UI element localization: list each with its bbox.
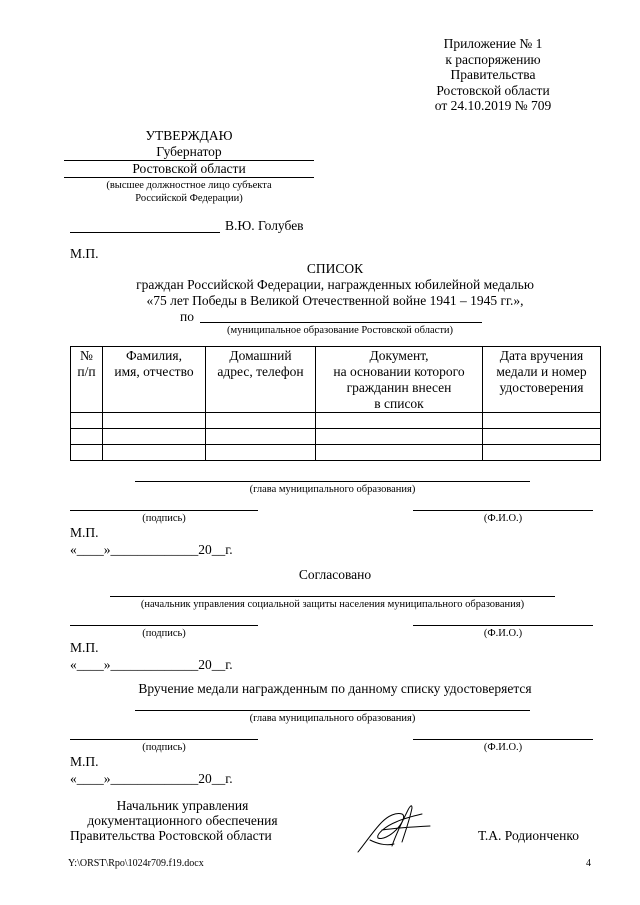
certify-role-line (135, 710, 530, 711)
head-role-hint: (глава муниципального образования) (249, 484, 416, 495)
approve-hint-1: (высшее должностное лицо субъекта (106, 180, 272, 191)
governor-name: В.Ю. Голубев (225, 218, 304, 233)
agreed-role-hint: (начальник управления социальной защиты населения муниципального образования) (140, 599, 525, 610)
appendix-line: Ростовской области (436, 82, 550, 98)
governor-signature-line (70, 232, 220, 233)
agreed-stamp: М.П. (70, 640, 99, 655)
appendix-block (418, 36, 568, 114)
table-cell (483, 413, 601, 429)
head-signature-hint: (подпись) (142, 513, 186, 524)
certify-fio-line (413, 739, 593, 740)
approve-title: УТВЕРЖДАЮ (145, 128, 233, 143)
head-fio-hint: (Ф.И.О.) (483, 513, 523, 524)
certify-signature-line (70, 739, 258, 740)
table-cell (103, 413, 206, 429)
table-cell (316, 413, 483, 429)
chief-line-1: Начальник управления (116, 798, 249, 813)
certify-signature-hint: (подпись) (142, 742, 186, 753)
agreed-fio-line (413, 625, 593, 626)
certify-role-hint: (глава муниципального образования) (249, 713, 416, 724)
agreed-title: Согласовано (298, 567, 372, 582)
col-date-header: Дата вручения медали и номер удостоверения (483, 347, 601, 413)
table-cell (103, 445, 206, 461)
head-fio-line (413, 510, 593, 511)
col-name-header: Фамилия, имя, отчество (103, 347, 206, 413)
chief-name: Т.А. Родионченко (478, 828, 579, 843)
chief-line-3: Правительства Ростовской области (70, 828, 272, 843)
appendix-line: от 24.10.2019 № 709 (434, 98, 552, 113)
table-cell (316, 445, 483, 461)
agreed-fio-hint: (Ф.И.О.) (483, 628, 523, 639)
table-header-row (71, 347, 601, 413)
certify-title: Вручение медали награжденным по данному списку удостоверяется (138, 681, 532, 696)
file-path: Y:\ORST\Rpo\1024r709.f19.docx (68, 858, 204, 869)
table-cell (71, 445, 103, 461)
agreed-date: «____»_____________20__г. (70, 657, 233, 672)
appendix-line: Правительства (450, 67, 536, 82)
head-date: «____»_____________20__г. (70, 542, 233, 557)
table-row (71, 413, 601, 429)
approve-position: Губернатор (64, 144, 314, 161)
approve-hint-2: Российской Федерации) (135, 193, 243, 204)
table-cell (316, 429, 483, 445)
col-address-header: Домашний адрес, телефон (206, 347, 316, 413)
agreed-signature-line (70, 625, 258, 626)
table-row (71, 445, 601, 461)
agreed-signature-hint: (подпись) (142, 628, 186, 639)
col-number-header: № п/п (71, 347, 103, 413)
table-cell (103, 429, 206, 445)
appendix-line: Приложение № 1 (443, 36, 543, 51)
handwritten-signature (352, 800, 437, 860)
approve-block (64, 128, 314, 205)
head-stamp: М.П. (70, 525, 99, 540)
list-subtitle-2: «75 лет Победы в Великой Отечественной войне 1941 – 1945 гг.», (146, 293, 524, 308)
page-number: 4 (586, 858, 591, 869)
table-cell (483, 445, 601, 461)
medal-table (70, 346, 601, 461)
approve-region: Ростовской области (64, 161, 314, 178)
municipality-hint: (муниципальное образование Ростовской области) (226, 325, 454, 336)
table-cell (71, 429, 103, 445)
list-prefix: по (180, 309, 194, 324)
municipality-line (200, 322, 482, 323)
head-role-line (135, 481, 530, 482)
appendix-line: к распоряжению (445, 51, 541, 67)
table-cell (206, 429, 316, 445)
table-row (71, 429, 601, 445)
head-signature-line (70, 510, 258, 511)
approve-stamp: М.П. (70, 246, 99, 261)
list-subtitle-1: граждан Российской Федерации, награжденных юбилейной медалью (136, 277, 534, 292)
col-document-header: Документ, на основании которого гражданин внесен в список (316, 347, 483, 413)
chief-line-2: документационного обеспечения (87, 813, 278, 828)
agreed-role-line (110, 596, 555, 597)
table-cell (483, 429, 601, 445)
list-title: СПИСОК (306, 261, 364, 276)
certify-fio-hint: (Ф.И.О.) (483, 742, 523, 753)
chief-title (70, 798, 295, 843)
table-cell (206, 445, 316, 461)
certify-stamp: М.П. (70, 754, 99, 769)
table-cell (206, 413, 316, 429)
table-cell (71, 413, 103, 429)
certify-date: «____»_____________20__г. (70, 771, 233, 786)
